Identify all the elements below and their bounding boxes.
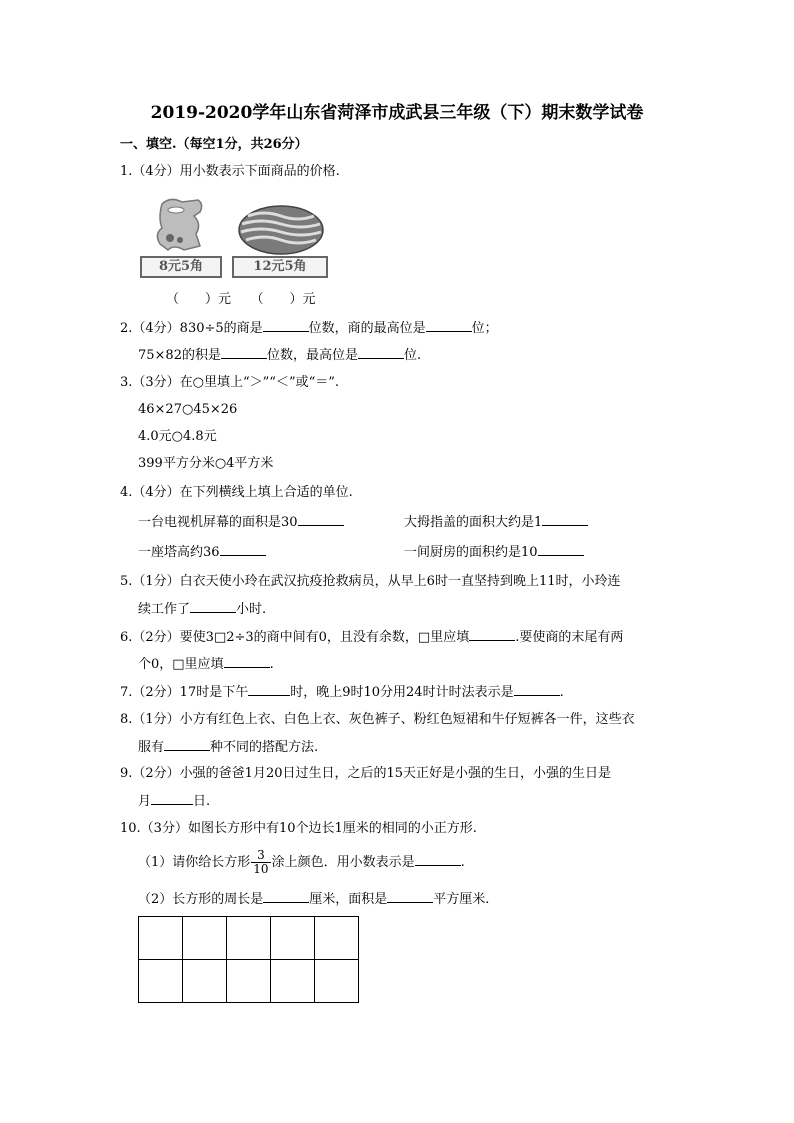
q2-text-c: 位； xyxy=(471,321,498,336)
watermelon-product-image xyxy=(236,204,326,256)
q10-text-a: （1）请你给长方形 xyxy=(138,855,251,870)
answer-blank[interactable] xyxy=(221,346,267,359)
q6-text-d: . xyxy=(269,657,274,672)
answer-blank[interactable] xyxy=(538,543,584,556)
question-9-line-1: 9.（2分）小强的爸爸1月20日过生日，之后的15天正好是小强的生日，小强的生日是 xyxy=(120,766,612,781)
q7-text-b: 时，晚上9时10分用24时计时法表示是 xyxy=(290,685,514,700)
answer-blank[interactable] xyxy=(263,319,309,332)
q4-item-b xyxy=(404,513,588,532)
q10-text-d: （2）长方形的周长是 xyxy=(138,892,264,907)
grid-square[interactable] xyxy=(183,960,227,1003)
grid-square[interactable] xyxy=(271,917,315,960)
answer-blank[interactable] xyxy=(151,792,193,805)
q9-text-a: 月 xyxy=(138,794,152,809)
answer-blank[interactable] xyxy=(190,600,236,613)
q7-text-a: 7.（2分）17时是下午 xyxy=(120,685,249,700)
q2-text-e: 位数，最高位是 xyxy=(266,348,358,363)
grid-square[interactable] xyxy=(183,917,227,960)
q5-text-b: 小时. xyxy=(236,602,267,617)
answer-blank[interactable] xyxy=(542,513,588,526)
question-1-answers: （ ）元 （ ）元 xyxy=(166,292,316,307)
question-5-line-2 xyxy=(138,600,266,619)
q10-text-e: 厘米，面积是 xyxy=(309,892,388,907)
question-6-line-1 xyxy=(120,628,623,647)
answer-blank[interactable] xyxy=(164,738,210,751)
answer-blank[interactable] xyxy=(387,890,433,903)
q3-item-a: 46×27○45×26 xyxy=(138,402,238,417)
question-4: 4.（4分）在下列横线上填上合适的单位. xyxy=(120,485,353,500)
price-tag-right: 12元5角 xyxy=(232,256,328,278)
answer-blank[interactable] xyxy=(426,319,472,332)
fraction-denominator: 10 xyxy=(253,862,269,876)
grid-square[interactable] xyxy=(315,960,359,1003)
answer-blank[interactable] xyxy=(248,683,290,696)
question-5-line-1: 5.（1分）白衣天使小玲在武汉抗疫抢救病员，从早上6时一直坚持到晚上11时，小玲连 xyxy=(120,574,621,589)
grid-square[interactable] xyxy=(227,960,271,1003)
grid-square[interactable] xyxy=(139,960,183,1003)
q10-text-f: 平方厘米. xyxy=(433,892,490,907)
answer-blank[interactable] xyxy=(263,890,309,903)
q6-text-c: 个0，□里应填 xyxy=(138,657,224,672)
fraction xyxy=(251,849,270,876)
answer-blank[interactable] xyxy=(224,655,270,668)
grid-square[interactable] xyxy=(139,917,183,960)
question-2-line-1 xyxy=(120,319,498,338)
q4-text-d: 一间厨房的面积约是10 xyxy=(404,545,538,560)
question-9-line-2 xyxy=(138,792,210,811)
q2-text-b: 位数，商的最高位是 xyxy=(308,321,426,336)
q5-text-a: 续工作了 xyxy=(138,602,191,617)
answer-blank[interactable] xyxy=(298,513,344,526)
q2-text-a: 2.（4分）830÷5的商是 xyxy=(120,321,263,336)
toy-product-image xyxy=(140,194,220,256)
q6-text-a: 6.（2分）要使3□2÷3的商中间有0，且没有余数，□里应填 xyxy=(120,630,470,645)
q2-text-f: 位. xyxy=(404,348,422,363)
answer-blank[interactable] xyxy=(514,683,560,696)
q2-text-d: 75×82的积是 xyxy=(138,348,221,363)
answer-blank[interactable] xyxy=(358,346,404,359)
q4-item-d xyxy=(404,543,584,562)
q4-item-a xyxy=(138,513,344,532)
answer-blank[interactable] xyxy=(415,853,461,866)
q4-text-b: 大拇指盖的面积大约是1 xyxy=(404,515,543,530)
question-8-line-1: 8.（1分）小方有红色上衣、白色上衣、灰色裤子、粉红色短裙和牛仔短裤各一件，这些衣 xyxy=(120,712,635,727)
price-tag-left: 8元5角 xyxy=(140,256,222,278)
answer-blank[interactable] xyxy=(469,628,515,641)
grid-square[interactable] xyxy=(271,960,315,1003)
q3-item-c: 399平方分米○4平方米 xyxy=(138,456,274,471)
answer-blank[interactable] xyxy=(220,543,266,556)
question-8-line-2 xyxy=(138,738,318,757)
q4-item-c xyxy=(138,543,266,562)
exam-title: 2019-2020学年山东省菏泽市成武县三年级（下）期末数学试卷 xyxy=(150,103,644,123)
q8-text-b: 种不同的搭配方法. xyxy=(210,740,319,755)
q10-part-2 xyxy=(138,890,489,909)
q9-text-b: 日. xyxy=(193,794,211,809)
question-1: 1.（4分）用小数表示下面商品的价格. xyxy=(120,164,340,179)
q7-text-c: . xyxy=(559,685,564,700)
grid-square[interactable] xyxy=(227,917,271,960)
q3-item-b: 4.0元○4.8元 xyxy=(138,429,217,444)
q4-text-c: 一座塔高约36 xyxy=(138,545,220,560)
question-10: 10.（3分）如图长方形中有10个边长1厘米的相同的小正方形. xyxy=(120,821,477,836)
question-2-line-2 xyxy=(138,346,421,365)
q10-part-1 xyxy=(138,848,465,878)
q10-text-b: 涂上颜色．用小数表示是 xyxy=(271,855,415,870)
q4-text-a: 一台电视机屏幕的面积是30 xyxy=(138,515,298,530)
q8-text-a: 服有 xyxy=(138,740,165,755)
question-6-line-2 xyxy=(138,655,274,674)
fraction-numerator: 3 xyxy=(251,849,270,863)
rectangle-grid xyxy=(138,916,359,1003)
grid-square[interactable] xyxy=(315,917,359,960)
question-7 xyxy=(120,683,564,702)
q10-text-c: . xyxy=(460,855,465,870)
section-heading: 一、填空.（每空1分，共26分） xyxy=(120,137,308,152)
question-3: 3.（3分）在○里填上“＞”“＜”或“＝”. xyxy=(120,375,340,390)
q6-text-b: .要使商的末尾有两 xyxy=(515,630,624,645)
